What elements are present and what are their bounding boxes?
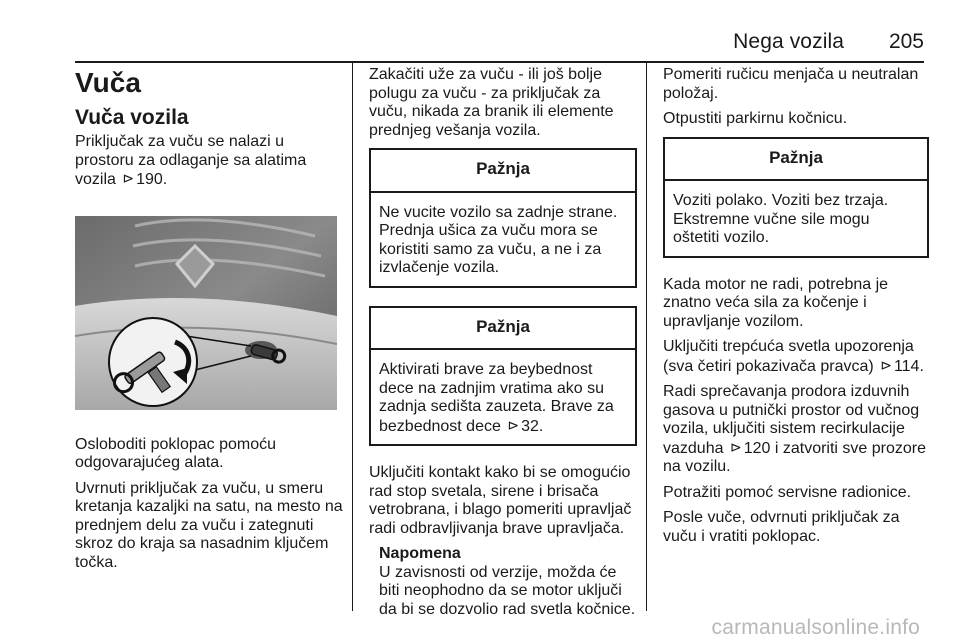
column-divider-2 [646, 63, 647, 611]
column-divider-1 [352, 63, 353, 611]
cross-reference-arrow-icon: ⊳ [729, 438, 742, 455]
paragraph-parking-brake: Otpustiti parkirnu kočnicu. [663, 110, 848, 127]
note-block [369, 545, 637, 619]
recirculation-text: Radi sprečavanja prodora izduvnih gasova u putnički prostor od vučnog vozila, uključiti sistem recirkulacije vazduha [663, 383, 920, 457]
cross-reference-arrow-icon: ⊳ [122, 170, 135, 186]
intro-text: Priključak za vuču se nalazi u prostoru za odlaganje sa alatima vozila [75, 133, 307, 188]
header-title: Nega vozila [733, 30, 844, 53]
recirculation-text-end: i zatvoriti sve prozore na vozilu. [663, 439, 927, 475]
paragraph-recirculation [663, 383, 929, 477]
warning-box-1 [369, 148, 637, 288]
paragraph-attach-rope: Zakačiti uže za vuču - ili još bolje polugu za vuču - za priključak za vuču, nikada za branik ili elemente prednjeg vešanja vozila. [369, 66, 614, 139]
tow-hook-illustration [75, 216, 337, 410]
warning-box-3 [663, 137, 929, 258]
hazard-page-ref[interactable]: 114. [893, 357, 924, 375]
subsection-title: Vuča vozila [75, 106, 189, 129]
paragraph-hazard-lights [663, 338, 929, 376]
note-title: Napomena [379, 545, 461, 562]
paragraph-engine-off: Kada motor ne radi, potrebna je znatno veća sila za kočenje i upravljanje vozilom. [663, 275, 889, 330]
section-title: Vuča [75, 67, 141, 98]
column-2 [369, 66, 637, 619]
paragraph-neutral: Pomeriti ručicu menjača u neutralan položaj. [663, 66, 919, 102]
header-rule [75, 61, 924, 63]
note-body: U zavisnosti od verzije, možda će biti neophodno da se motor uključi da bi se dozvolio rad svetla kočnice. [379, 563, 636, 618]
warning-text: Aktivirati brave za beybednost dece na zadnjim vratima ako su zadnja sedišta zauzeta. Brave za bezbednost dece [379, 361, 614, 435]
warning-body [371, 350, 635, 444]
column-3 [663, 66, 929, 553]
warning-page-ref[interactable]: 32. [521, 417, 544, 435]
paragraph-release-cover: Osloboditi poklopac pomoću odgovarajućeg alata. [75, 435, 277, 471]
column-1 [75, 66, 347, 579]
warning-title: Pažnja [371, 150, 635, 193]
intro-paragraph [75, 133, 347, 190]
cross-reference-arrow-icon: ⊳ [507, 416, 520, 433]
intro-page-ref[interactable]: 190. [136, 171, 168, 188]
warning-body: Voziti polako. Voziti bez trzaja. Ekstremne vučne sile mogu oštetiti vozilo. [673, 192, 889, 246]
warning-body: Ne vucite vozilo sa zadnje strane. Prednja ušica za vuču mora se koristiti samo za vuču, a ne i za izvlačenje vozila. [379, 203, 618, 276]
paragraph-ignition: Uključiti kontakt kako bi se omogućio rad stop svetala, sirene i brisača vetrobrana, i blago pomeriti upravljač radi odbravljivanja brave upravljača. [369, 464, 632, 537]
cross-reference-arrow-icon: ⊳ [880, 356, 892, 373]
warning-title: Pažnja [665, 139, 927, 182]
recirculation-page-ref[interactable]: 120 [743, 439, 771, 457]
page-number: 205 [888, 30, 924, 53]
paragraph-after-towing: Posle vuče, odvrnuti priključak za vuču i vratiti poklopac. [663, 509, 900, 545]
watermark: carmanualsonline.info [711, 616, 920, 639]
warning-title: Pažnja [371, 308, 635, 351]
warning-box-2 [369, 306, 637, 447]
paragraph-screw-in-hook: Uvrnuti priključak za vuču, u smeru kretanja kazaljki na satu, na mesto na prednjem delu za vuču i zategnuti skroz do kraja sa nasadnim ključem točka. [75, 479, 343, 571]
hazard-text: Uključiti trepćuća svetla upozorenja (sva četiri pokazivača pravca) [663, 338, 914, 375]
paragraph-service: Potražiti pomoć servisne radionice. [663, 483, 912, 501]
